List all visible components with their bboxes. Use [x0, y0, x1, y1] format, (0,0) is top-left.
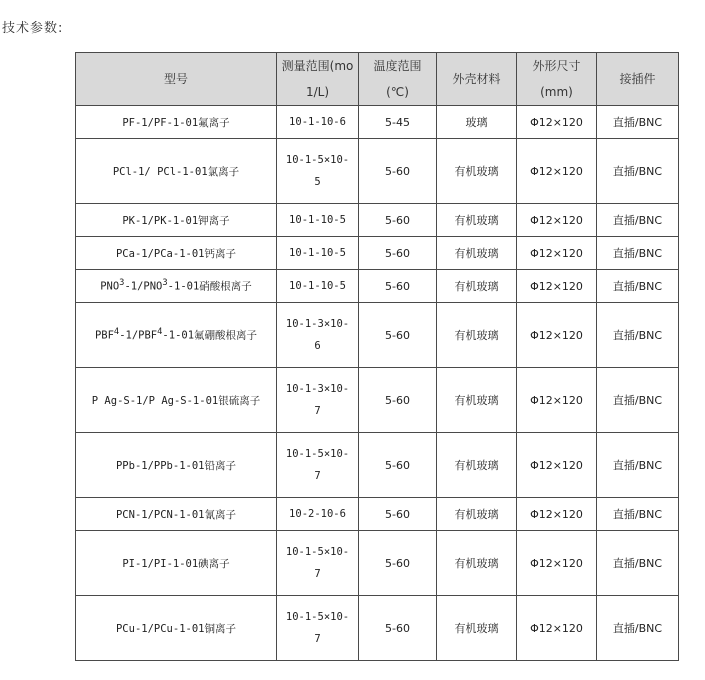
cell-size: Φ12×120: [517, 237, 597, 270]
cell-connector: 直插/BNC: [597, 204, 679, 237]
model-text: -1/PBF: [119, 329, 158, 342]
cell-connector: 直插/BNC: [597, 596, 679, 661]
cell-size: Φ12×120: [517, 303, 597, 368]
cell-temp: 5-60: [359, 498, 437, 531]
cell-model: [76, 596, 277, 661]
range-line: 10-2-10-6: [289, 508, 346, 520]
cell-size: Φ12×120: [517, 106, 597, 139]
cell-range: [277, 531, 359, 596]
model-superscript: 4: [113, 327, 120, 338]
range-line: 10-1-5×10-: [285, 546, 350, 558]
model-text: PK-1/PK-1-01钾离子: [122, 214, 230, 227]
header-temp-line2: (℃): [386, 85, 409, 99]
cell-temp: 5-60: [359, 596, 437, 661]
cell-connector: 直插/BNC: [597, 270, 679, 303]
cell-range: [277, 596, 359, 661]
cell-size: Φ12×120: [517, 139, 597, 204]
range-line: 10-1-5×10-: [285, 448, 350, 460]
table-row: [76, 368, 679, 433]
header-model: 型号: [76, 53, 277, 106]
section-heading: 技术参数:: [2, 21, 64, 36]
cell-model: [76, 139, 277, 204]
table-row: [76, 204, 679, 237]
model-superscript: 3: [119, 278, 125, 289]
range-line: 7: [314, 405, 321, 417]
cell-size: Φ12×120: [517, 368, 597, 433]
cell-size: Φ12×120: [517, 498, 597, 531]
table-row: [76, 433, 679, 498]
cell-temp: 5-60: [359, 270, 437, 303]
table-row: [76, 303, 679, 368]
range-line: 10-1-5×10-: [285, 611, 350, 623]
range-line: 10-1-3×10-: [285, 383, 350, 395]
model-superscript: 3: [162, 278, 168, 289]
cell-temp: 5-45: [359, 106, 437, 139]
table-row: [76, 270, 679, 303]
cell-range: [277, 433, 359, 498]
cell-model: [76, 303, 277, 368]
cell-model: [76, 498, 277, 531]
header-range: [277, 53, 359, 106]
cell-model: [76, 368, 277, 433]
cell-range: [277, 368, 359, 433]
model-text: PF-1/PF-1-01氟离子: [122, 116, 230, 129]
cell-temp: 5-60: [359, 237, 437, 270]
table-row: [76, 139, 679, 204]
cell-model: [76, 433, 277, 498]
range-line: 10-1-3×10-: [285, 318, 350, 330]
cell-model: [76, 237, 277, 270]
cell-shell: 有机玻璃: [437, 237, 517, 270]
header-size-line1: 外形尺寸: [532, 59, 581, 73]
model-text: PCl-1/ PCl-1-01氯离子: [112, 165, 240, 178]
cell-range: [277, 498, 359, 531]
table-row: [76, 498, 679, 531]
model-text: PI-1/PI-1-01碘离子: [122, 557, 230, 570]
range-line: 5: [314, 176, 321, 188]
cell-temp: 5-60: [359, 531, 437, 596]
range-line: 10-1-10-5: [289, 247, 346, 259]
model-text: PNO: [100, 280, 120, 293]
cell-shell: 玻璃: [437, 106, 517, 139]
cell-range: [277, 303, 359, 368]
header-range-line2: 1/L): [305, 85, 330, 99]
model-superscript: 4: [157, 327, 163, 338]
cell-range: [277, 106, 359, 139]
range-line: 7: [314, 470, 321, 482]
cell-model: [76, 204, 277, 237]
cell-connector: 直插/BNC: [597, 531, 679, 596]
range-line: 10-1-5×10-: [285, 154, 350, 166]
cell-connector: 直插/BNC: [597, 498, 679, 531]
range-line: 6: [314, 340, 321, 352]
cell-connector: 直插/BNC: [597, 368, 679, 433]
model-text: PCN-1/PCN-1-01氰离子: [115, 508, 236, 521]
cell-temp: 5-60: [359, 433, 437, 498]
cell-model: [76, 106, 277, 139]
cell-shell: 有机玻璃: [437, 433, 517, 498]
cell-range: [277, 237, 359, 270]
model-text: PCu-1/PCu-1-01铜离子: [115, 622, 236, 635]
header-connector: 接插件: [597, 53, 679, 106]
table-row: [76, 237, 679, 270]
cell-connector: 直插/BNC: [597, 237, 679, 270]
table-body: [76, 106, 679, 661]
cell-shell: 有机玻璃: [437, 139, 517, 204]
header-shell: 外壳材料: [437, 53, 517, 106]
cell-temp: 5-60: [359, 139, 437, 204]
range-line: 10-1-10-5: [289, 280, 346, 292]
cell-shell: 有机玻璃: [437, 531, 517, 596]
cell-connector: 直插/BNC: [597, 106, 679, 139]
model-text: -1-01氟硼酸根离子: [162, 329, 258, 342]
table-row: [76, 596, 679, 661]
cell-shell: 有机玻璃: [437, 303, 517, 368]
cell-shell: 有机玻璃: [437, 270, 517, 303]
model-text: PBF: [94, 329, 114, 342]
header-range-line1: 测量范围(mo: [281, 59, 354, 73]
cell-shell: 有机玻璃: [437, 368, 517, 433]
cell-size: Φ12×120: [517, 433, 597, 498]
spec-table: [75, 52, 679, 661]
table-row: [76, 531, 679, 596]
range-line: 7: [314, 568, 321, 580]
model-text: PCa-1/PCa-1-01钙离子: [115, 247, 236, 260]
cell-connector: 直插/BNC: [597, 139, 679, 204]
cell-size: Φ12×120: [517, 596, 597, 661]
cell-connector: 直插/BNC: [597, 303, 679, 368]
table-row: [76, 106, 679, 139]
range-line: 7: [314, 633, 321, 645]
model-text: -1-01硝酸根离子: [167, 280, 252, 293]
range-line: 10-1-10-5: [289, 214, 346, 226]
cell-size: Φ12×120: [517, 204, 597, 237]
header-size-line2: (mm): [540, 85, 573, 99]
cell-model: [76, 270, 277, 303]
cell-model: [76, 531, 277, 596]
header-temp-line1: 温度范围: [373, 59, 422, 73]
header-size: [517, 53, 597, 106]
cell-size: Φ12×120: [517, 531, 597, 596]
range-line: 10-1-10-6: [289, 116, 346, 128]
cell-size: Φ12×120: [517, 270, 597, 303]
cell-temp: 5-60: [359, 303, 437, 368]
model-text: -1/PNO: [124, 280, 163, 293]
model-text: P Ag-S-1/P Ag-S-1-01银硫离子: [91, 394, 261, 407]
cell-shell: 有机玻璃: [437, 596, 517, 661]
cell-shell: 有机玻璃: [437, 498, 517, 531]
header-temp: [359, 53, 437, 106]
cell-range: [277, 204, 359, 237]
cell-range: [277, 270, 359, 303]
cell-shell: 有机玻璃: [437, 204, 517, 237]
cell-range: [277, 139, 359, 204]
model-text: PPb-1/PPb-1-01铅离子: [115, 459, 236, 472]
cell-connector: 直插/BNC: [597, 433, 679, 498]
cell-temp: 5-60: [359, 368, 437, 433]
cell-temp: 5-60: [359, 204, 437, 237]
table-header-row: [76, 53, 679, 106]
